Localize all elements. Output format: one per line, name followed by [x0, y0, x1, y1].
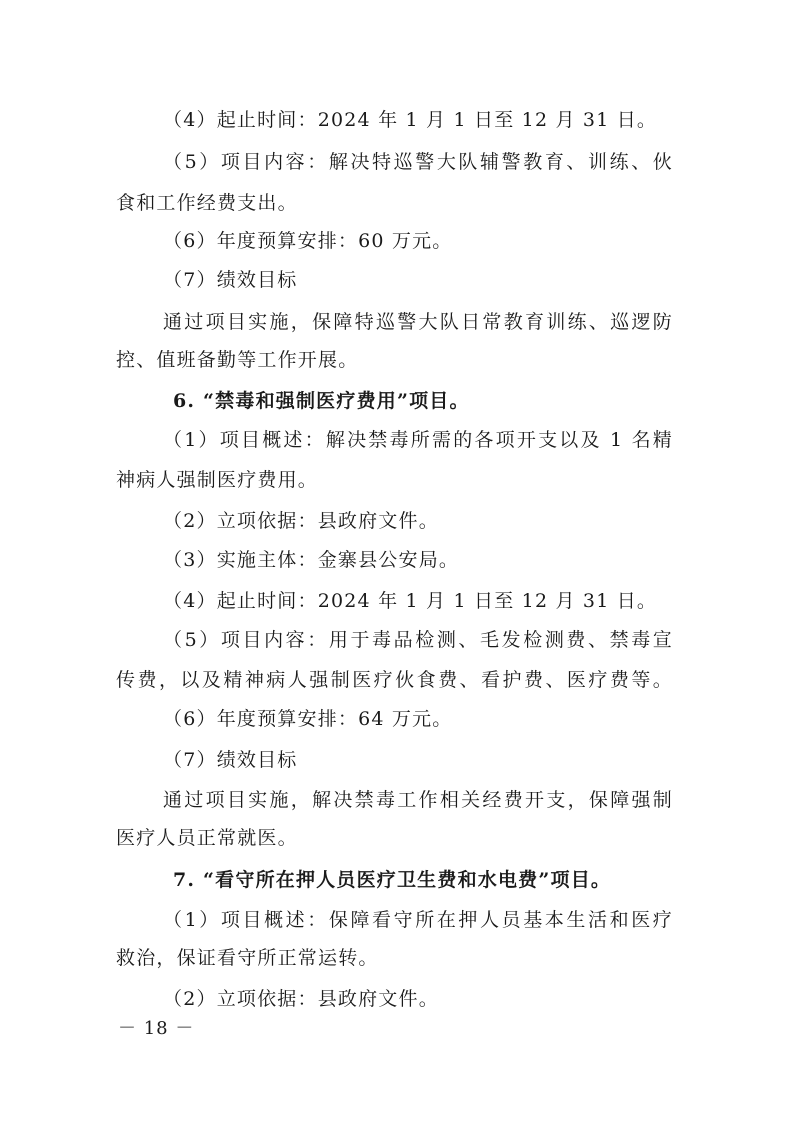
paragraph-line: （1）项目概述：保障看守所在押人员基本生活和医疗 [163, 909, 673, 931]
section-heading: 7. “看守所在押人员医疗卫生费和水电费”项目。 [173, 869, 612, 891]
paragraph-line: （7）绩效目标 [163, 269, 298, 291]
paragraph-line: 控、值班备勤等工作开展。 [116, 349, 359, 371]
paragraph-line: 传费，以及精神病人强制医疗伙食费、看护费、医疗费等。 [116, 669, 673, 691]
paragraph-line: （7）绩效目标 [163, 749, 298, 771]
paragraph-line: （6）年度预算安排：64 万元。 [163, 708, 453, 730]
paragraph-line: 通过项目实施，解决禁毒工作相关经费开支，保障强制 [163, 789, 673, 811]
paragraph-line: 医疗人员正常就医。 [116, 827, 298, 849]
paragraph-line: （5）项目内容：用于毒品检测、毛发检测费、禁毒宣 [163, 629, 673, 651]
paragraph-line: 通过项目实施，保障特巡警大队日常教育训练、巡逻防 [163, 311, 673, 333]
paragraph-line: 救治，保证看守所正常运转。 [116, 947, 379, 969]
paragraph-line: 神病人强制医疗费用。 [116, 469, 319, 491]
paragraph-line: （6）年度预算安排：60 万元。 [163, 230, 453, 252]
paragraph-line: （4）起止时间：2024 年 1 月 1 日至 12 月 31 日。 [163, 109, 658, 131]
paragraph-line: （5）项目内容：解决特巡警大队辅警教育、训练、伙 [163, 151, 673, 173]
paragraph-line: （1）项目概述：解决禁毒所需的各项开支以及 1 名精 [163, 429, 673, 451]
page-number: － 18 － [118, 1018, 195, 1039]
paragraph-line: （3）实施主体：金寨县公安局。 [163, 549, 460, 571]
paragraph-line: （2）立项依据：县政府文件。 [163, 988, 439, 1010]
paragraph-line: （4）起止时间：2024 年 1 月 1 日至 12 月 31 日。 [163, 590, 658, 612]
paragraph-line: 食和工作经费支出。 [116, 192, 298, 214]
section-heading: 6. “禁毒和强制医疗费用”项目。 [173, 390, 470, 412]
paragraph-line: （2）立项依据：县政府文件。 [163, 510, 439, 532]
